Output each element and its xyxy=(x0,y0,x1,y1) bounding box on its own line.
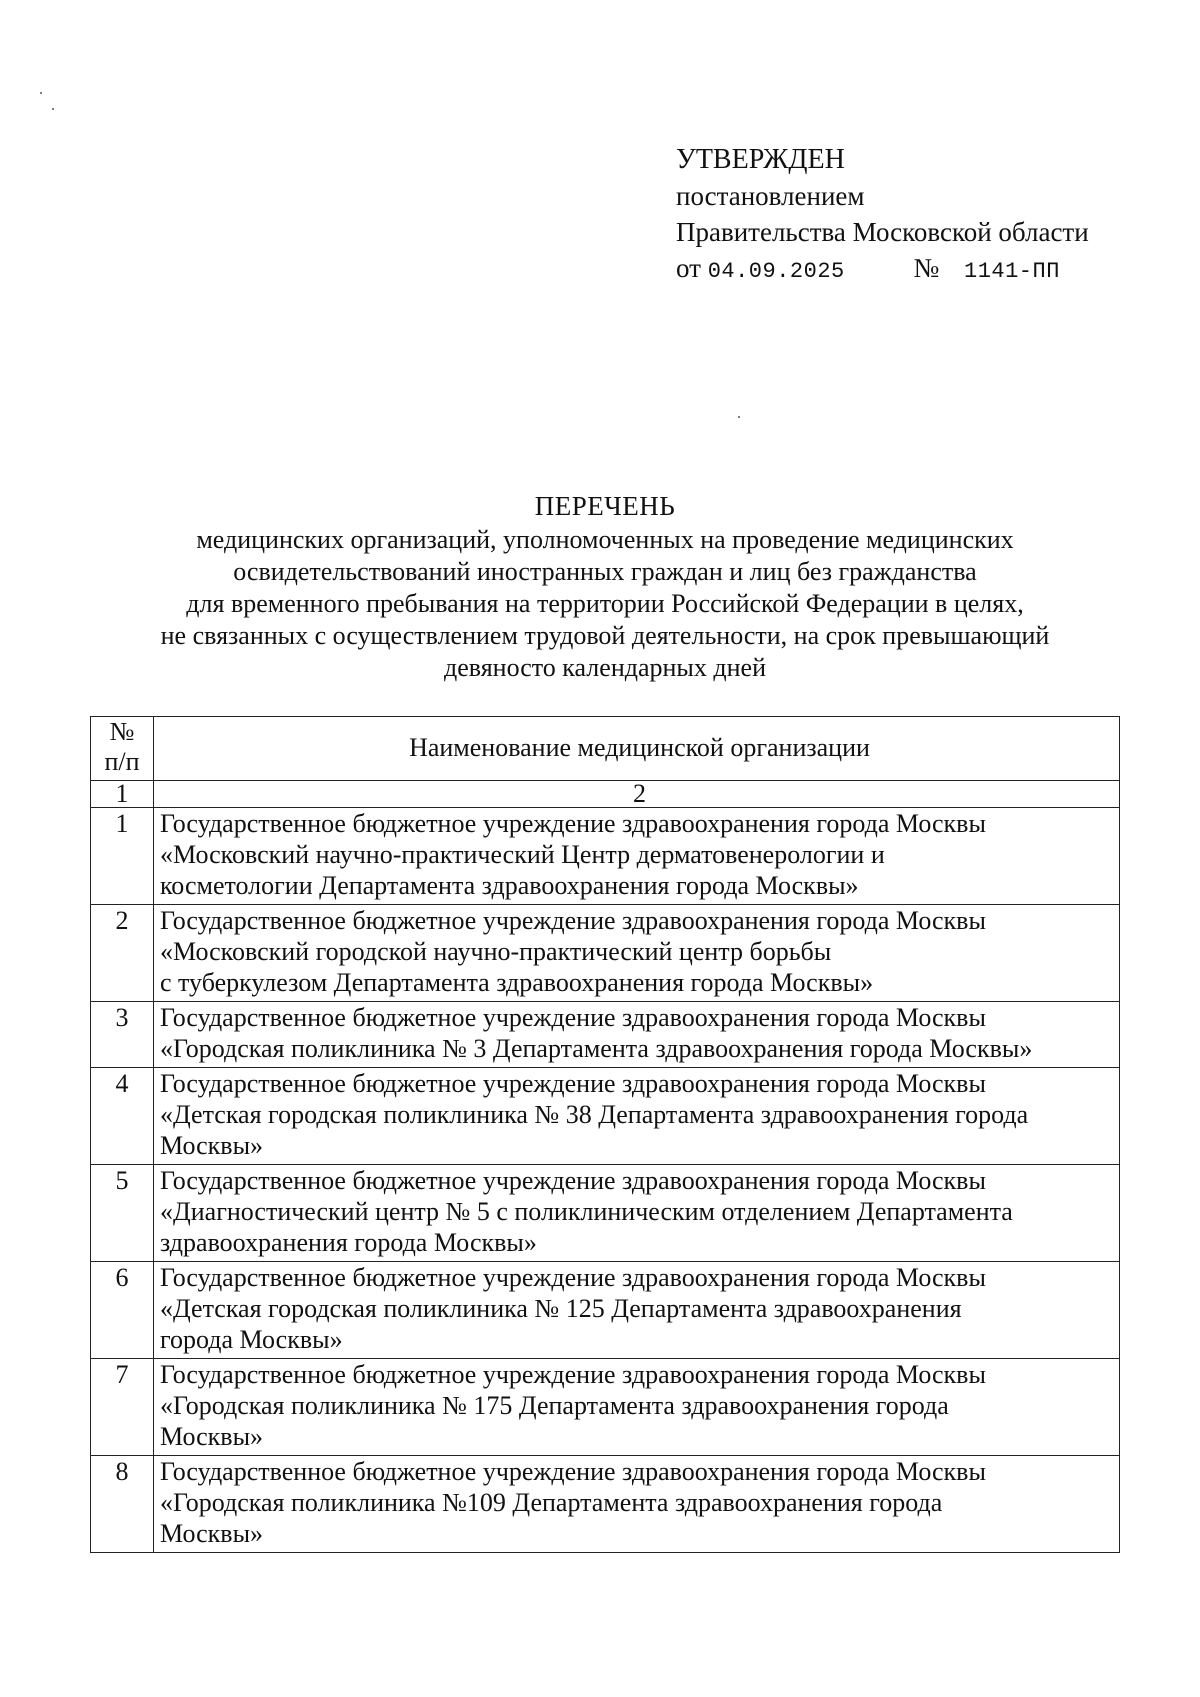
approval-title: УТВЕРЖДЕН xyxy=(676,144,845,175)
organization-name-line: здравоохранения города Москвы» xyxy=(160,1228,537,1257)
row-number: 2 xyxy=(91,905,154,1002)
document-subtitle-line-5: девяносто календарных дней xyxy=(444,653,766,682)
organization-name-line: «Московский научно-практический Центр дерматовенерологии и xyxy=(160,840,885,869)
organizations-table xyxy=(90,716,1120,1553)
document-subtitle-line-1: медицинских организаций, уполномоченных на проведение медицинских xyxy=(196,525,1014,554)
organization-name-cell xyxy=(154,1068,1120,1165)
organization-name-cell xyxy=(154,1456,1120,1553)
organization-name-line: косметологии Департамента здравоохранения города Москвы» xyxy=(160,871,859,900)
organization-name-cell xyxy=(154,1165,1120,1262)
scan-speck xyxy=(738,416,740,418)
organization-name-cell xyxy=(154,1359,1120,1456)
approval-block xyxy=(676,142,1089,290)
organization-name-line: города Москвы» xyxy=(160,1325,343,1354)
approval-line-decree: постановлением xyxy=(676,181,865,211)
row-number: 6 xyxy=(91,1262,154,1359)
column-index-row xyxy=(91,781,1120,808)
organization-name-line: Государственное бюджетное учреждение здравоохранения города Москвы xyxy=(160,1166,986,1195)
column-index-1: 1 xyxy=(91,781,154,808)
organization-name-line: Государственное бюджетное учреждение здравоохранения города Москвы xyxy=(160,1457,986,1486)
organization-name-line: Государственное бюджетное учреждение здравоохранения города Москвы xyxy=(160,1360,986,1389)
row-number: 7 xyxy=(91,1359,154,1456)
organization-name-line: Государственное бюджетное учреждение здравоохранения города Москвы xyxy=(160,1069,986,1098)
row-number: 5 xyxy=(91,1165,154,1262)
row-number: 4 xyxy=(91,1068,154,1165)
header-name-cell: Наименование медицинской организации xyxy=(154,717,1120,781)
approval-number-sign: № xyxy=(913,253,940,283)
approval-line-government: Правительства Московской области xyxy=(676,217,1089,247)
document-heading xyxy=(90,490,1120,684)
approval-number: 1141-ПП xyxy=(964,259,1060,284)
organization-name-cell xyxy=(154,1002,1120,1068)
organization-name-line: «Диагностический центр № 5 с поликлиническим отделением Департамента xyxy=(160,1197,1013,1226)
table-header-row xyxy=(91,717,1120,781)
organization-name-line: «Городская поликлиника № 3 Департамента здравоохранения города Москвы» xyxy=(160,1034,1033,1063)
approval-date-prefix: от xyxy=(676,253,701,283)
organization-name-line: с туберкулезом Департамента здравоохранения города Москвы» xyxy=(160,968,874,997)
scan-speck xyxy=(40,92,42,94)
row-number: 3 xyxy=(91,1002,154,1068)
document-subtitle-line-4: не связанных с осуществлением трудовой деятельности, на срок превышающий xyxy=(160,621,1050,650)
organization-name-line: Москвы» xyxy=(160,1422,264,1451)
row-number: 8 xyxy=(91,1456,154,1553)
document-title: ПЕРЕЧЕНЬ xyxy=(534,491,676,521)
column-index-2: 2 xyxy=(154,781,1120,808)
organization-name-line: Москвы» xyxy=(160,1519,264,1548)
organization-name-line: «Московский городской научно-практический центр борьбы xyxy=(160,937,832,966)
organization-name-cell xyxy=(154,808,1120,905)
row-number: 1 xyxy=(91,808,154,905)
organization-name-line: Государственное бюджетное учреждение здравоохранения города Москвы xyxy=(160,809,986,838)
organization-name-line: Москвы» xyxy=(160,1131,264,1160)
table-row xyxy=(91,1165,1120,1262)
table-row xyxy=(91,1262,1120,1359)
organization-name-line: «Городская поликлиника № 175 Департамента здравоохранения города xyxy=(160,1391,949,1420)
header-number-cell xyxy=(91,717,154,781)
table-row xyxy=(91,905,1120,1002)
table-row xyxy=(91,1002,1120,1068)
table-row xyxy=(91,808,1120,905)
document-subtitle-line-3: для временного пребывания на территории Российской Федерации в целях, xyxy=(186,589,1024,618)
organization-name-cell xyxy=(154,1262,1120,1359)
header-number-abbrev: п/п xyxy=(104,747,140,776)
approval-date-line xyxy=(676,250,1089,290)
approval-date: 04.09.2025 xyxy=(707,259,845,284)
table-row xyxy=(91,1359,1120,1456)
organization-name-line: «Детская городская поликлиника № 125 Департамента здравоохранения xyxy=(160,1294,962,1323)
organization-name-line: Государственное бюджетное учреждение здравоохранения города Москвы xyxy=(160,906,986,935)
table-row xyxy=(91,1456,1120,1553)
organization-name-cell xyxy=(154,905,1120,1002)
scan-speck xyxy=(52,108,54,110)
header-number-sign: № xyxy=(109,717,135,746)
document-subtitle-line-2: освидетельствований иностранных граждан и лиц без гражданства xyxy=(233,557,977,586)
organization-name-line: «Городская поликлиника №109 Департамента здравоохранения города xyxy=(160,1488,943,1517)
organization-name-line: Государственное бюджетное учреждение здравоохранения города Москвы xyxy=(160,1003,986,1032)
organization-name-line: Государственное бюджетное учреждение здравоохранения города Москвы xyxy=(160,1263,986,1292)
organization-name-line: «Детская городская поликлиника № 38 Департамента здравоохранения города xyxy=(160,1100,1029,1129)
table-row xyxy=(91,1068,1120,1165)
